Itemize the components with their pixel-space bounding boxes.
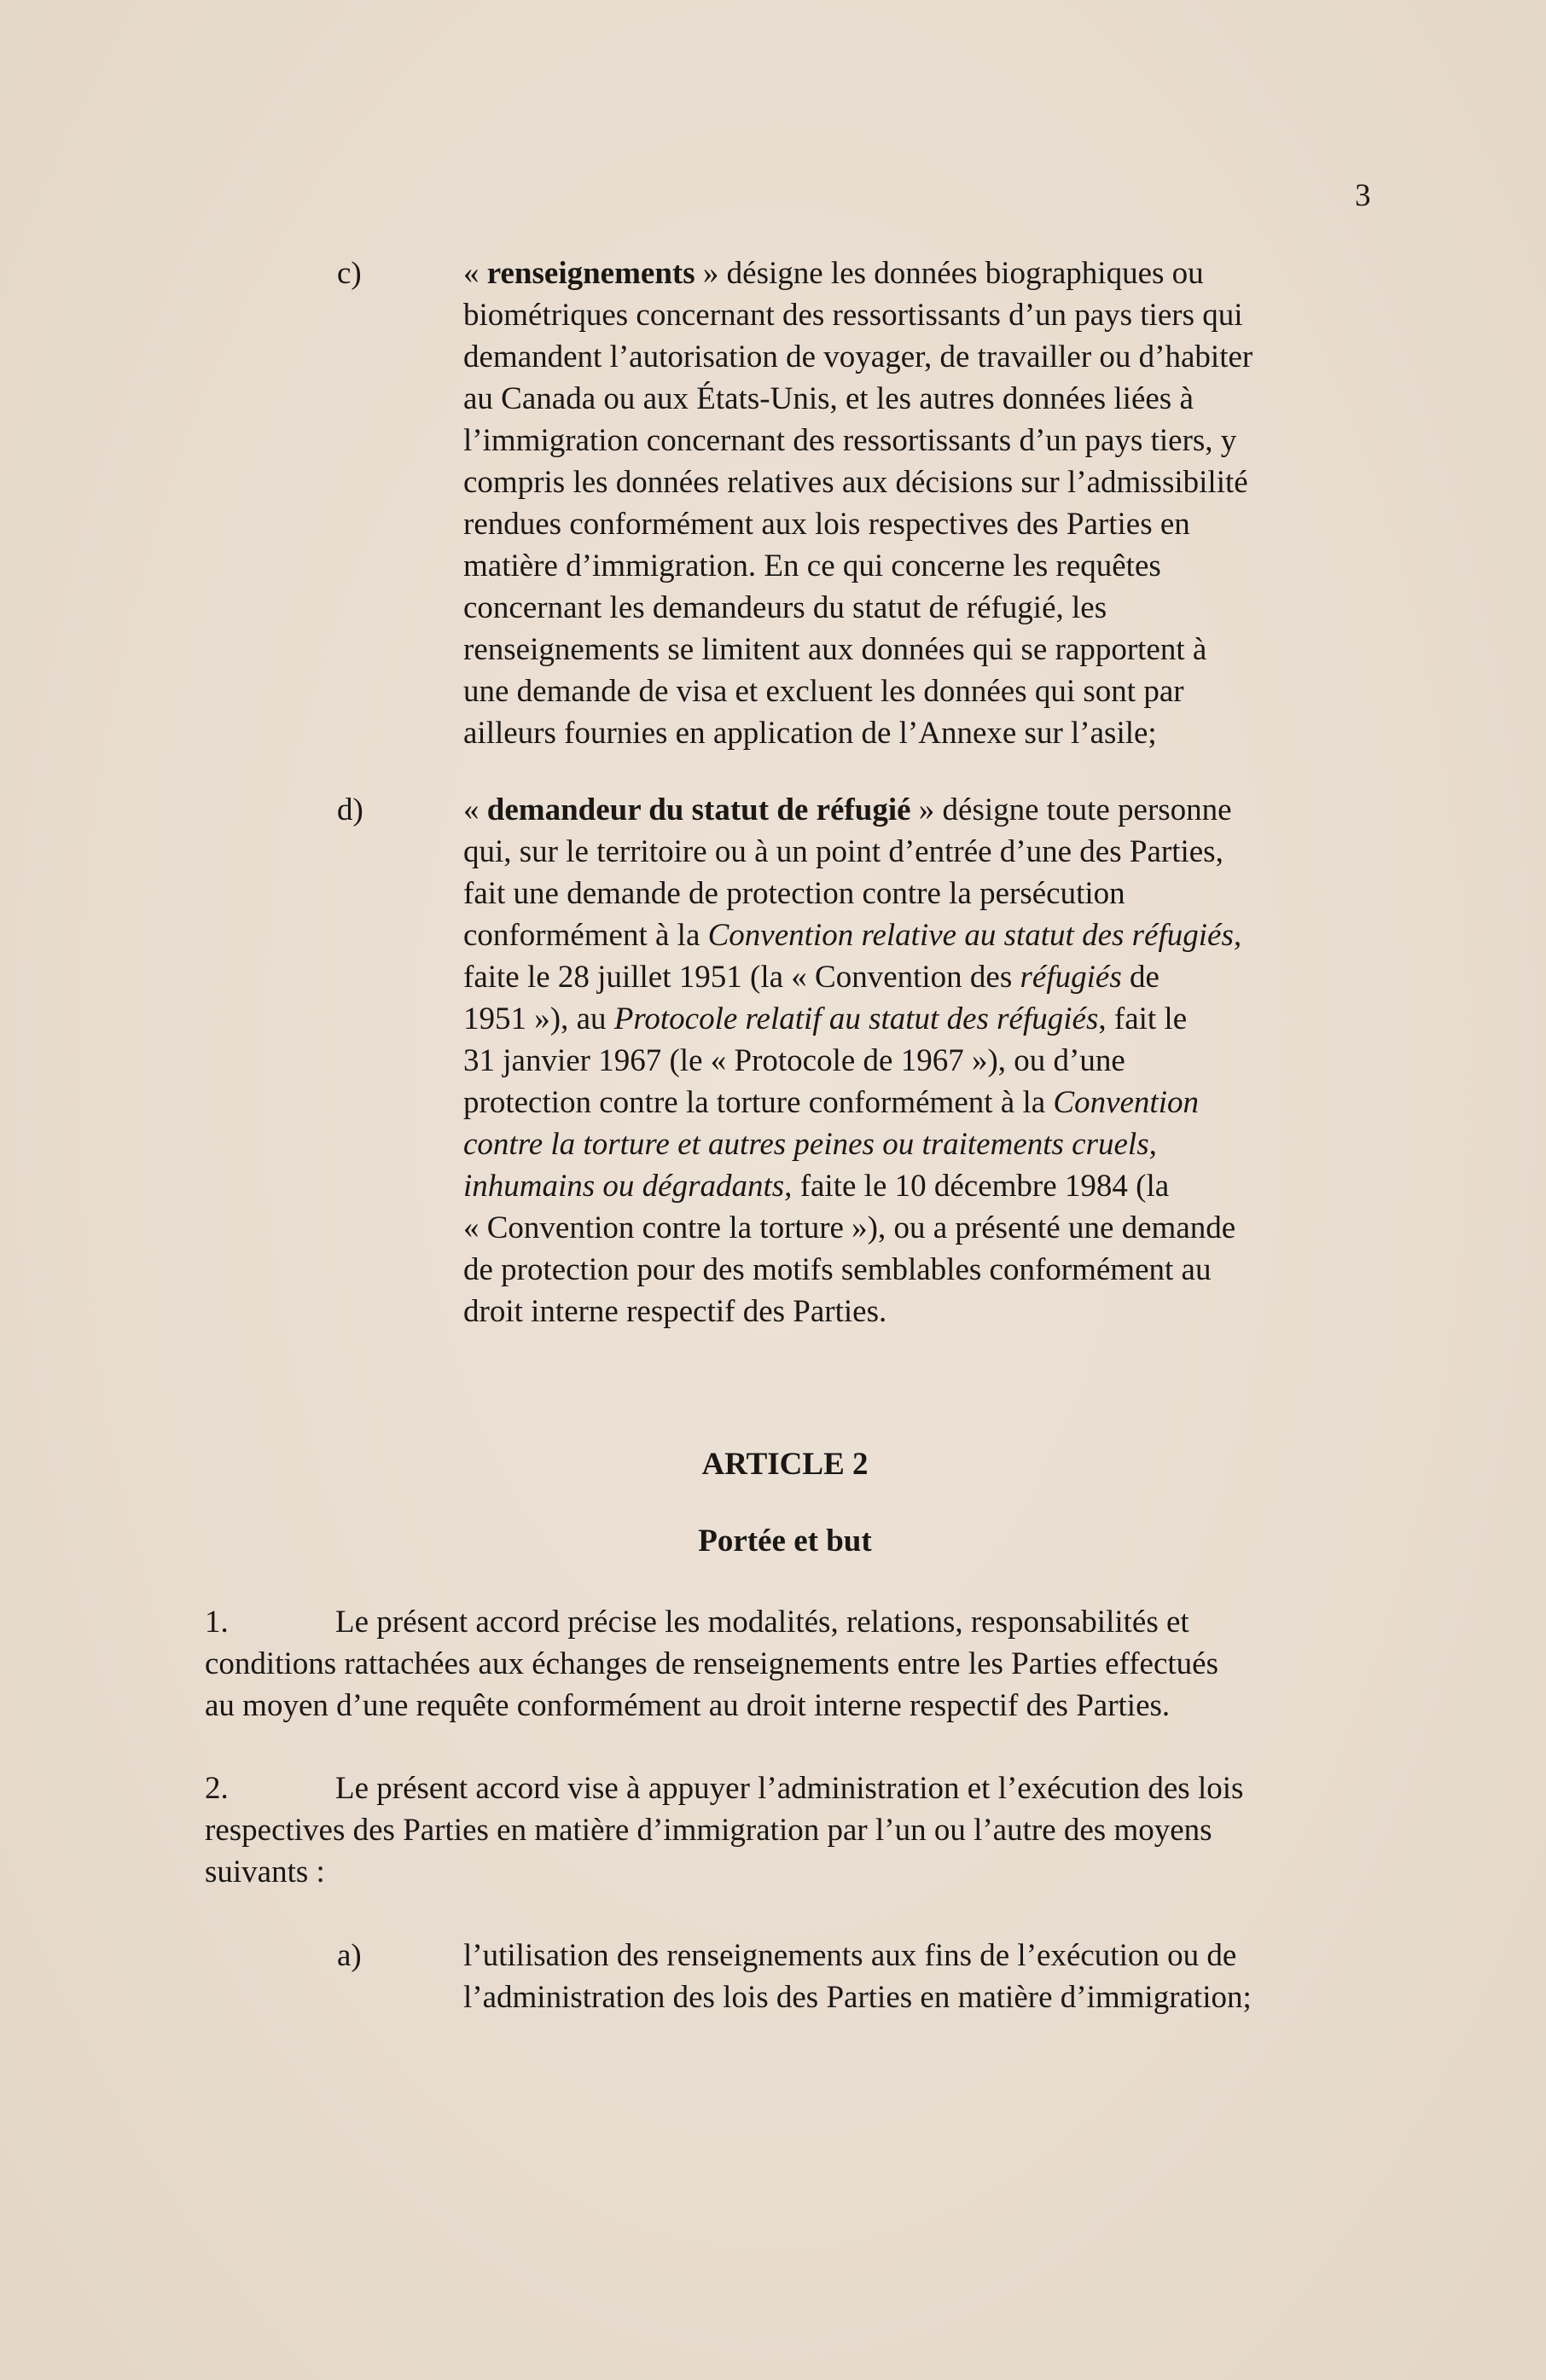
text-line: faite le 28 juillet 1951 (la « Convention des réfugiés de — [463, 960, 1160, 995]
article-subtitle: Portée et but — [698, 1524, 872, 1559]
italic-citation: inhumains ou dégradants, — [463, 1169, 793, 1204]
item-label: c) — [337, 256, 362, 291]
text-line: « demandeur du statut de réfugié » désigne toute personne — [463, 792, 1232, 827]
text-line: fait une demande de protection contre la persécution — [463, 876, 1125, 911]
text-line: compris les données relatives aux décisions sur l’admissibilité — [463, 465, 1248, 500]
page-number: 3 — [1355, 178, 1371, 213]
paragraph-number: 2. — [205, 1771, 229, 1806]
paragraph-text: Le présent accord précise les modalités, relations, responsabilités et — [335, 1605, 1189, 1640]
text-line — [205, 1601, 1382, 1643]
italic-citation: Protocole relatif au statut des réfugiés — [613, 1001, 1099, 1036]
text-line: conformément à la Convention relative au statut des réfugiés, — [463, 918, 1242, 953]
italic-citation: Convention — [1053, 1085, 1199, 1120]
text-line: 1951 »), au Protocole relatif au statut des réfugiés, fait le — [463, 1001, 1188, 1036]
text-line: au Canada ou aux États-Unis, et les autres données liées à — [463, 381, 1194, 416]
paragraph-1 — [205, 1601, 1382, 1727]
paragraph-2 — [205, 1768, 1382, 1893]
text-line — [463, 1123, 1380, 1165]
item-label: d) — [337, 792, 363, 827]
paragraph-number: 1. — [205, 1605, 229, 1640]
text-line: matière d’immigration. En ce qui concerne les requêtes — [463, 549, 1161, 583]
text-line — [205, 1768, 1382, 1809]
text-line: rendues conformément aux lois respectives des Parties en — [463, 507, 1190, 542]
italic-citation: Convention relative au statut des réfugiés, — [707, 918, 1242, 953]
text-line: qui, sur le territoire ou à un point d’entrée d’une des Parties, — [463, 834, 1223, 869]
text-line: l’utilisation des renseignements aux fins de l’exécution ou de — [463, 1938, 1237, 1973]
text-line — [205, 1685, 1382, 1727]
paragraph-text: respectives des Parties en matière d’immigration par l’un ou l’autre des moyens — [205, 1813, 1212, 1848]
item-text — [463, 1935, 1380, 2018]
text-line: « renseignements » désigne les données biographiques ou — [463, 256, 1204, 291]
defined-term: demandeur du statut de réfugié — [486, 792, 911, 827]
text-line: concernant les demandeurs du statut de réfugié, les — [463, 590, 1107, 625]
text-line: demandent l’autorisation de voyager, de travailler ou d’habiter — [463, 340, 1253, 374]
text-line — [205, 1643, 1382, 1685]
text-line: ailleurs fournies en application de l’Annexe sur l’asile; — [463, 716, 1157, 751]
text-line: biométriques concernant des ressortissants d’un pays tiers qui — [463, 298, 1243, 333]
item-text — [463, 253, 1380, 754]
text-line: inhumains ou dégradants, faite le 10 décembre 1984 (la — [463, 1169, 1170, 1204]
text-line: « Convention contre la torture »), ou a présenté une demande — [463, 1210, 1236, 1245]
paragraph-text: conditions rattachées aux échanges de renseignements entre les Parties effectués — [205, 1646, 1218, 1681]
item-text — [463, 789, 1380, 1332]
italic-citation: contre la torture et autres peines ou traitements cruels, — [463, 1127, 1157, 1162]
text-line: 31 janvier 1967 (le « Protocole de 1967 »), ou d’une — [463, 1043, 1125, 1078]
text-line — [205, 1851, 1382, 1893]
paragraph-text: Le présent accord vise à appuyer l’administration et l’exécution des lois — [335, 1771, 1244, 1806]
text-line: droit interne respectif des Parties. — [463, 1294, 887, 1329]
text-line: l’immigration concernant des ressortissants d’un pays tiers, y — [463, 423, 1237, 458]
text-line: renseignements se limitent aux données qui se rapportent à — [463, 632, 1207, 667]
text-line: une demande de visa et excluent les données qui sont par — [463, 674, 1184, 709]
text-line — [205, 1809, 1382, 1851]
item-label: a) — [337, 1938, 362, 1973]
italic-citation: réfugiés — [1020, 960, 1122, 995]
paragraph-text: suivants : — [205, 1855, 325, 1889]
defined-term: renseignements — [486, 256, 695, 291]
article-title: ARTICLE 2 — [701, 1447, 869, 1482]
text-line: de protection pour des motifs semblables conformément au — [463, 1252, 1212, 1287]
text-line: l’administration des lois des Parties en matière d’immigration; — [463, 1980, 1252, 2015]
paragraph-text: au moyen d’une requête conformément au droit interne respectif des Parties. — [205, 1688, 1171, 1723]
text-line: protection contre la torture conformément à la Convention — [463, 1085, 1199, 1120]
